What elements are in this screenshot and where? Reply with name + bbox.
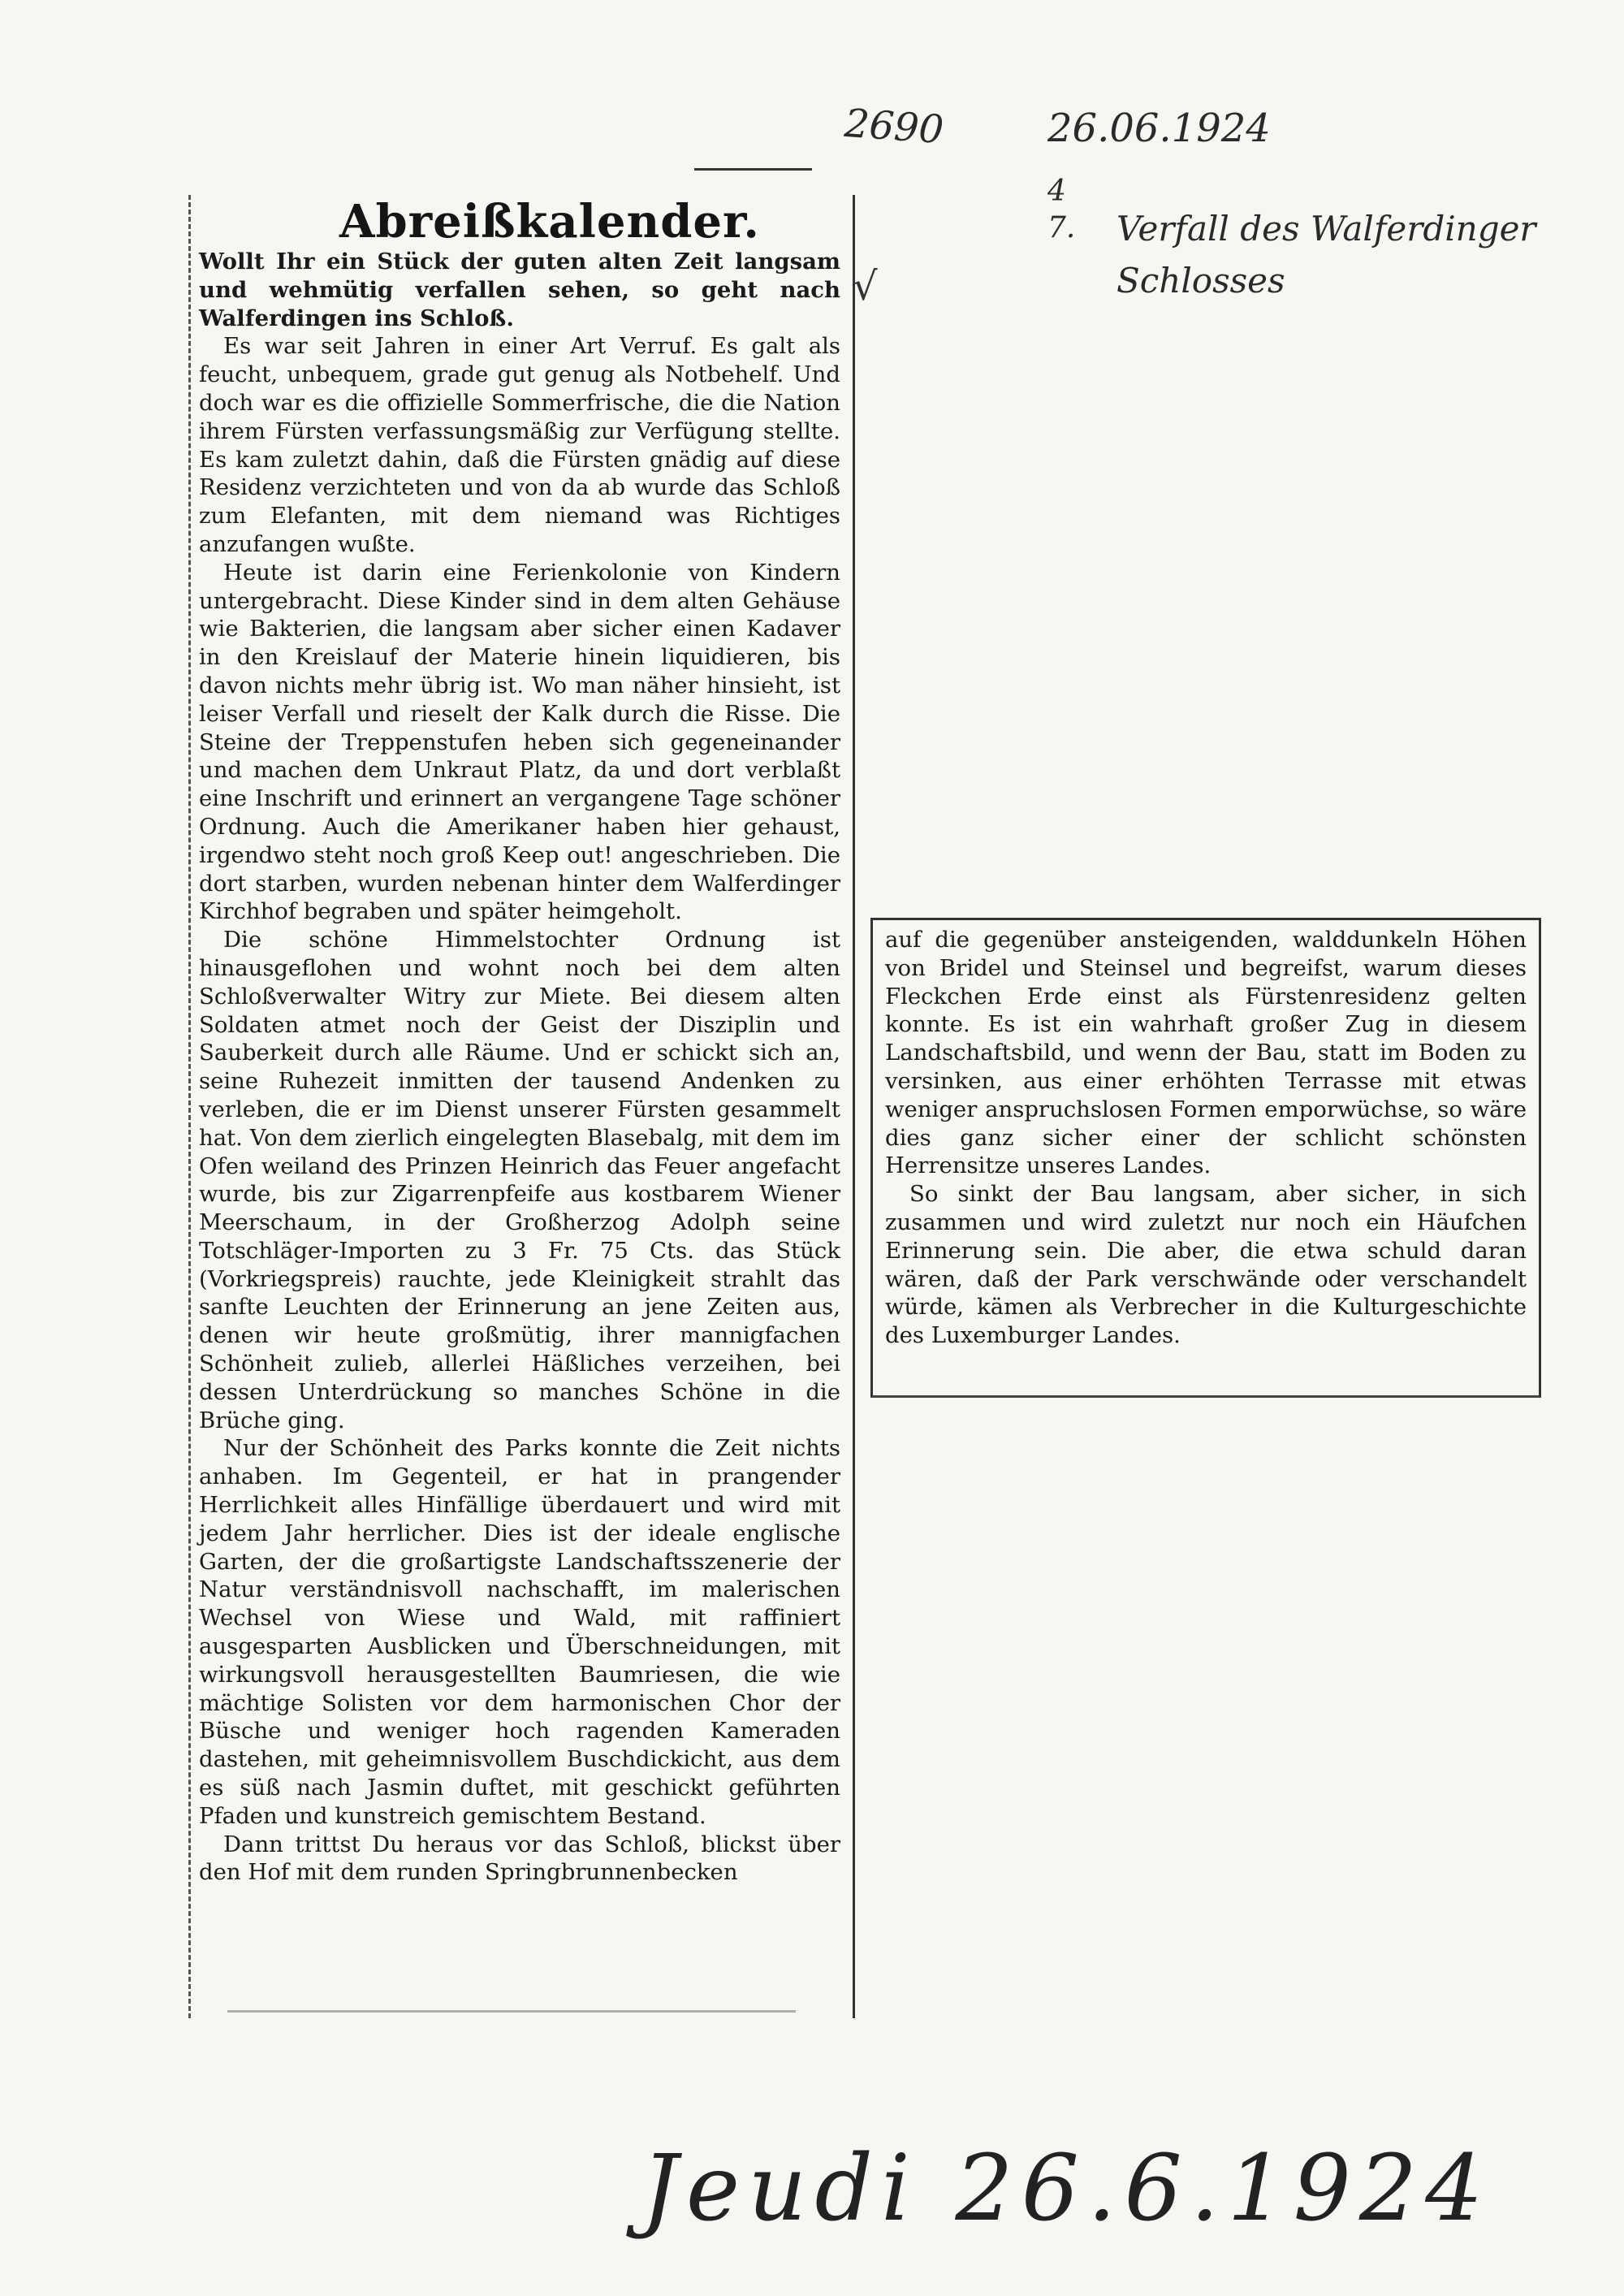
archive-date: 26.06.1924 [1047, 106, 1271, 151]
article-headline: Abreißkalender. [339, 195, 760, 249]
article-paragraph: Nur der Schönheit des Parks konnte die Zeit nichts anhaben. Im Gegenteil, er hat in prangender Herrlichkeit alles Hinfällige überdauert und wird mit jedem Jahr herrlicher. Dies ist der ideale englische Garten, der die großartigste Landschaftsszenerie der Natur verständnisvoll nachschafft, im malerischen Wechsel von Wiese und Wald, mit raffiniert ausgesparten Ausblicken und Überschneidungen, mit wirkungsvoll herausgestellten Baumriesen, die wie mächtige Solisten vor dem harmonischen Chor der Büsche und weniger hoch ragenden Kameraden dastehen, mit geheimnisvollem Buschdickicht, aus dem es süß nach Jasmin duftet, mit geschickt geführten Pfaden und kunstreich gemischtem Bestand. [199, 1435, 840, 1829]
article-paragraph: Es war seit Jahren in einer Art Verruf. Es galt als feucht, unbequem, grade gut genug als Notbehelf. Und doch war es die offizielle Sommerfrische, die die Nation ihrem Fürsten verfassungsmäßig zur Verfügung stellte. Es kam zuletzt dahin, daß die Fürsten gnädig auf diese Residenz verzichteten und von da ab wurde das Schloß zum Elefanten, mit dem niemand was Richtiges anzufangen wußte. [199, 333, 840, 557]
check-mark-icon: √ [853, 264, 878, 309]
article-paragraph: So sinkt der Bau langsam, aber sicher, in sich zusammen und wird zuletzt nur noch ein Häufchen Erinnerung sein. Die aber, die etwa schuld daran wären, daß der Park verschwände oder verschandelt würde, kämen als Verbrecher in die Kulturgeschichte des Luxemburger Landes. [885, 1181, 1527, 1349]
archive-number: 2690 [843, 100, 945, 153]
margin-note-four: 4 [1047, 175, 1066, 208]
article-paragraph: Dann trittst Du heraus vor das Schloß, blickst über den Hof mit dem runden Springbrunnenbecken [199, 1831, 840, 1886]
article-paragraph: Heute ist darin eine Ferienkolonie von Kindern untergebracht. Diese Kinder sind in dem alten Gehäuse wie Bakterien, die langsam aber sicher einen Kadaver in den Kreislauf der Materie hinein liquidieren, bis davon nichts mehr übrig ist. Wo man näher hinsieht, ist leiser Verfall und rieselt der Kalk durch die Risse. Die Steine der Treppenstufen heben sich gegeneinander und machen dem Unkraut Platz, da und dort verblaßt eine Inschrift und erinnert an vergangene Tage schöner Ordnung. Auch die Amerikaner haben hier gehaust, irgendwo steht noch groß Keep out! angeschrieben. Die dort starben, wurden nebenan hinter dem Walferdinger Kirchhof begraben und später heimgeholt. [199, 559, 840, 925]
article-column-1 [199, 248, 840, 1887]
scan-smudge [227, 2010, 796, 2013]
article-paragraph: Die schöne Himmelstochter Ordnung ist hinausgeflohen und wohnt noch bei dem alten Schloßverwalter Witry zur Miete. Bei diesem alten Soldaten atmet noch der Geist der Disziplin und Sauberkeit durch alle Räume. Und er schickt sich an, seine Ruhezeit inmitten der tausend Andenken zu verleben, die er im Dienst unserer Fürsten gesammelt hat. Von dem zierlich eingelegten Blasebalg, mit dem im Ofen weiland des Prinzen Heinrich das Feuer angefacht wurde, bis zur Zigarrenpfeife aus kostbarem Wiener Meerschaum, in der Großherzog Adolph seine Totschläger-Importen zu 3 Fr. 75 Cts. das Stück (Vorkriegspreis) rauchte, jede Kleinigkeit strahlt das sanfte Leuchten der Erinnerung an jene Zeiten aus, denen wir heute großmütig, ihrer mannigfachen Schönheit zulieb, allerlei Häßliches verzeihen, bei dessen Unterdrückung so manches Schöne in die Brüche ging. [199, 927, 840, 1433]
top-rule [694, 168, 812, 171]
article-paragraph: auf die gegenüber ansteigenden, walddunkeln Höhen von Bridel und Steinsel und begreifst, warum dieses Fleckchen Erde einst als Fürstenresidenz gelten konnte. Es ist ein wahrhaft großer Zug in diesem Landschaftsbild, und wenn der Bau, statt im Boden zu versinken, aus einer erhöhten Terrasse mit etwas weniger anspruchslosen Formen emporwüchse, so wäre dies ganz sicher einer der schlicht schönsten Herrensitze unseres Landes. [885, 927, 1527, 1179]
article-paragraph: Wollt Ihr ein Stück der guten alten Zeit langsam und wehmütig verfallen sehen, so geht nach Walferdingen ins Schloß. [199, 249, 840, 331]
handwritten-date: Jeudi 26.6.1924 [641, 2136, 1492, 2242]
article-column-2 [885, 926, 1527, 1350]
margin-note-seven: 7. [1047, 211, 1076, 244]
topic-note: Verfall des Walferdinger Schlosses [1116, 209, 1536, 301]
